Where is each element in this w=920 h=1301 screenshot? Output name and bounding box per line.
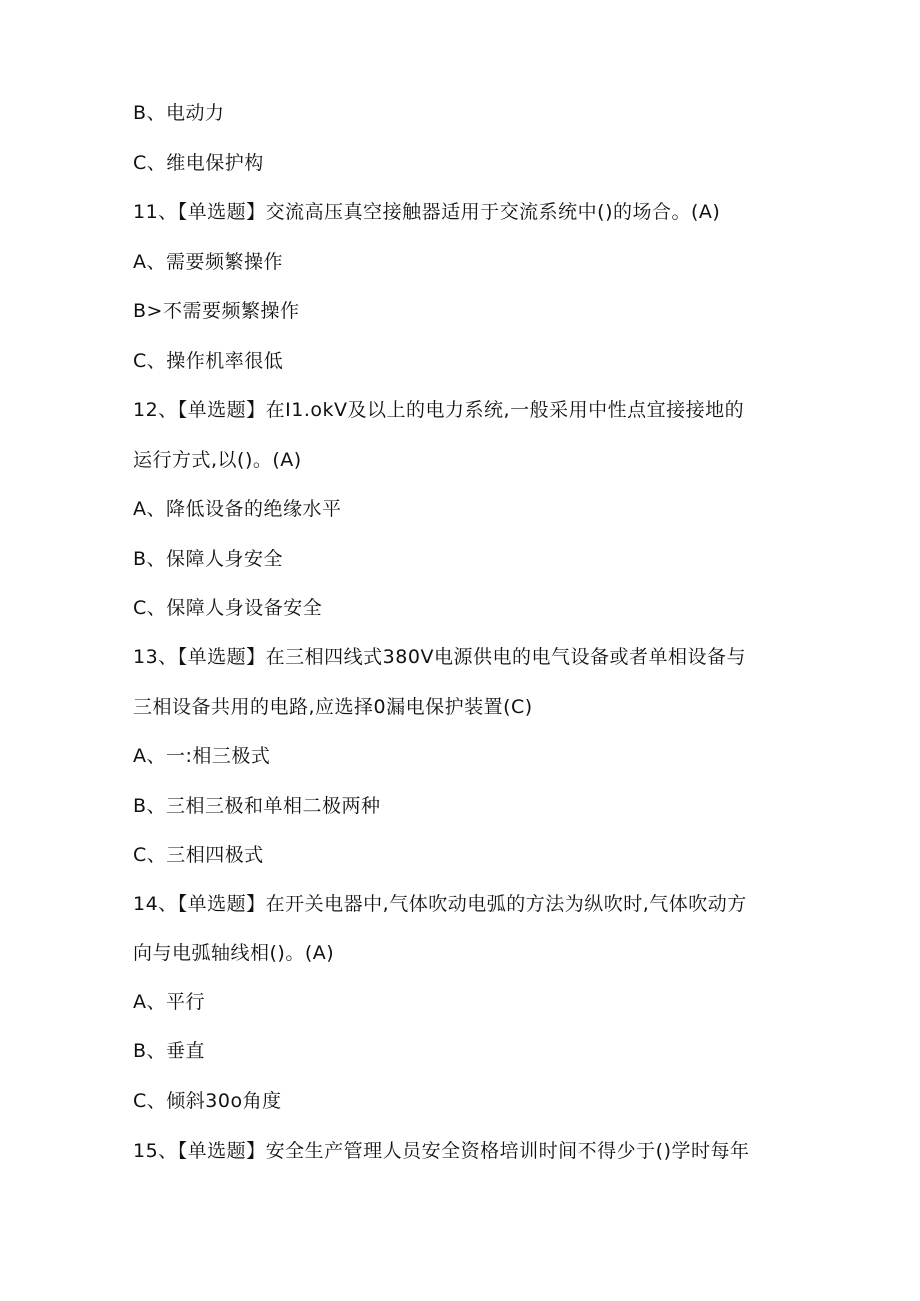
option-c-q14: C、倾斜30o角度 <box>133 1090 282 1112</box>
option-c-q11: C、操作机率很低 <box>133 350 284 372</box>
question-14-continued: 向与电弧轴线相()。(A) <box>133 942 335 964</box>
option-c-q13: C、三相四极式 <box>133 844 264 866</box>
question-12-continued: 运行方式,以()。(A) <box>133 449 302 471</box>
option-c-q12: C、保障人身设备安全 <box>133 597 323 619</box>
option-b-q11: B>不需要频繁操作 <box>133 300 300 322</box>
question-12: 12、【单选题】在I1.okV及以上的电力系统,一般采用中性点宜接接地的 <box>133 399 745 421</box>
option-a-q11: A、需要频繁操作 <box>133 251 283 273</box>
option-a-q14: A、平行 <box>133 991 205 1013</box>
option-c-q10: C、维电保护构 <box>133 152 264 174</box>
question-13: 13、【单选题】在三相四线式380V电源供电的电气设备或者单相设备与 <box>133 646 746 668</box>
option-a-q12: A、降低设备的绝缘水平 <box>133 498 342 520</box>
option-b-q13: B、三相三极和单相二极两种 <box>133 795 381 817</box>
question-14: 14、【单选题】在开关电器中,气体吹动电弧的方法为纵吹时,气体吹动方 <box>133 893 747 915</box>
option-b-q14: B、垂直 <box>133 1040 206 1062</box>
question-13-continued: 三相设备共用的电路,应选择0漏电保护装置(C) <box>133 696 533 718</box>
question-15: 15、【单选题】安全生产管理人员安全资格培训时间不得少于()学时每年 <box>133 1140 750 1162</box>
option-b-q10: B、电动力 <box>133 102 225 124</box>
question-11: 11、【单选题】交流高压真空接触器适用于交流系统中()的场合。(A) <box>133 201 721 223</box>
option-a-q13: A、一:相三极式 <box>133 745 271 767</box>
option-b-q12: B、保障人身安全 <box>133 548 284 570</box>
